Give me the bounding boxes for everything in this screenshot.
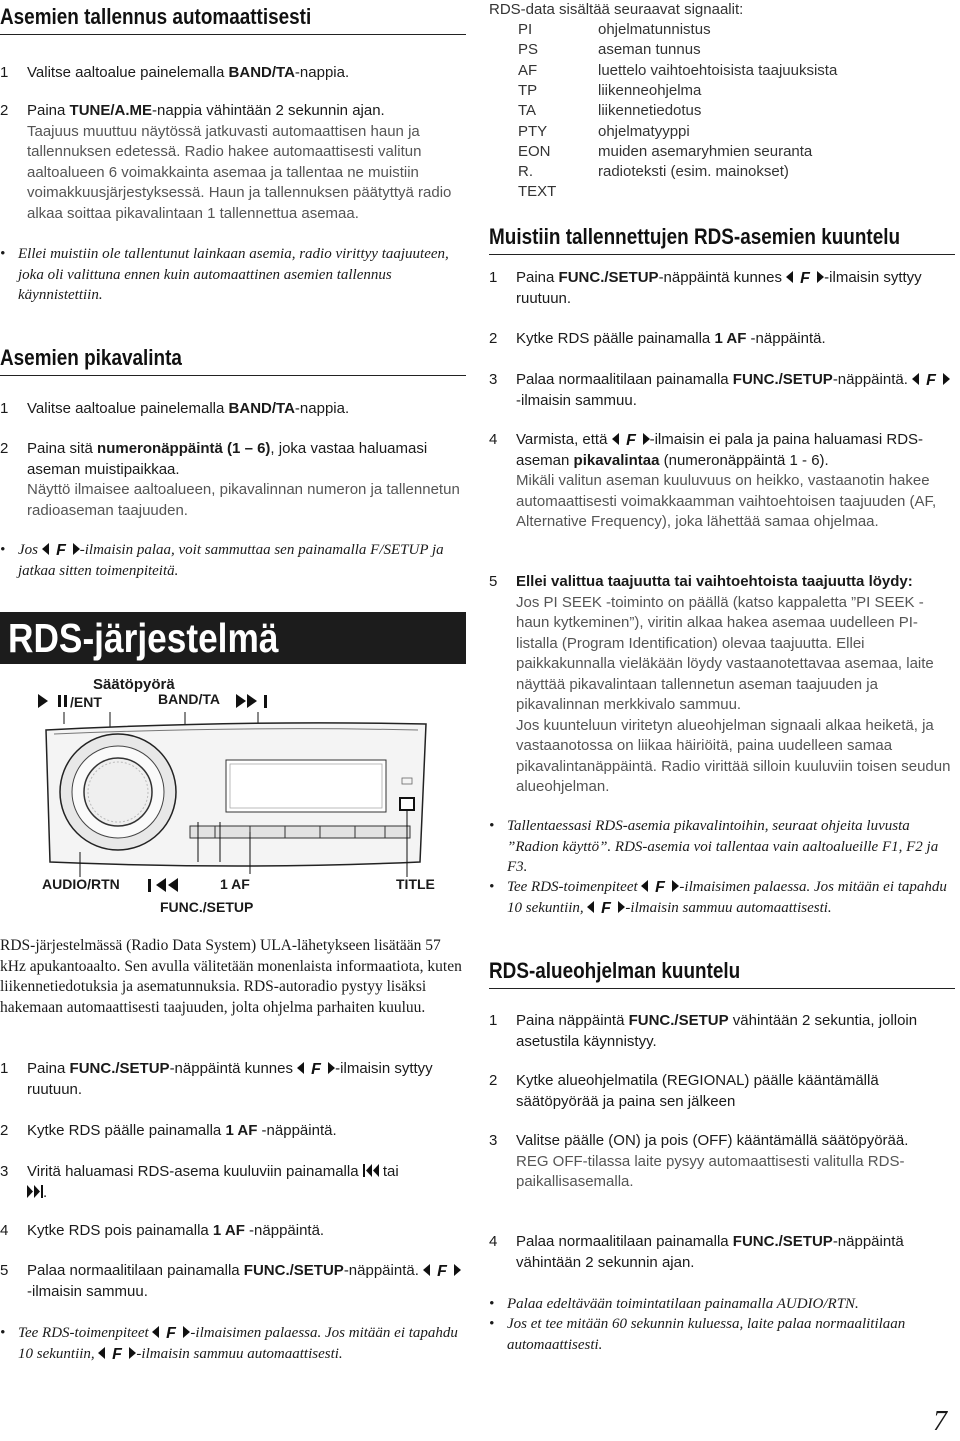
step-number: 2 [0,102,9,119]
step-text: -näppäintä. [832,371,913,388]
step-bold: FUNC./SETUP [628,1012,729,1029]
rds-system-title: RDS-järjestelmä [8,615,279,661]
rds-signals-intro: RDS-data sisältää seuraavat signaalit: [489,1,744,18]
radio-front-panel-figure [0,672,466,920]
step-detail: Taajuus muuttuu näytössä jatkuvasti automaattisen haun ja tallennuksen edetessä. Radio hakee automaattisesti valitun aaltoalueen 6 voimakkainta asemaa ja tallentaa ne muistiin voimakkuusjärjestyksessä. Haun ja tallennuksen päätyttyä radio alkaa soittaa pikavalintaan 1 tallennettua asemaa. [27,122,452,222]
step-bold: FUNC./SETUP [558,269,659,286]
step-text: Varmista, että [516,431,612,448]
label-audio-rtn: AUDIO/RTN [42,876,120,892]
step-number: 4 [0,1222,9,1239]
step-text: Valitse aaltoalue painelemalla [27,64,229,81]
step-text: Kytke RDS pois painamalla [27,1222,213,1239]
step-detail: Jos PI SEEK -toiminto on päällä (katso kappaletta ”PI SEEK -haun kytkeminen”), viritin alkaa hakea asemaa uudelleen PI-listalla (Program Identification) olevaa taajuutta. Ellei paikkakunnalla vieläkään löydy vastaanotettavaa asemaa, laite näyttää pikavalintaan tallennetun aseman taajuuden ja pikavalinnan merkkivalo sammuu. [516,593,934,713]
af-indicator-icon [98,1345,136,1361]
step-text: Palaa normaalitilaan painamalla [27,1262,244,1279]
step-text: -ilmaisin syttyy ruutuun. [516,269,922,307]
step-text: Kytke alueohjelmatila (REGIONAL) päälle kääntämällä säätöpyörää ja paina sen jälkeen [516,1072,879,1110]
af-indicator-icon [42,541,80,557]
note-text: Palaa edeltävään toimintatilaan painamalla AUDIO/RTN. [507,1296,859,1312]
section-title-auto-store: Asemien tallennus automaattisesti [0,4,312,29]
step-bold: BAND/TA [228,64,295,81]
step-text: -näppäintä. [343,1262,424,1279]
signal-desc: liikennetiedotus [598,102,702,120]
step-bold: numeronäppäintä (1 – 6) [97,440,271,457]
step-detail: Näyttö ilmaisee aaltoalueen, pikavalinnan numeron ja tallennetun radioaseman taajuuden. [27,481,460,519]
label-1-af: 1 AF [220,876,250,892]
step-text: -näppäintä. [257,1122,337,1139]
signal-code: AF [518,61,538,79]
step-number: 2 [0,1122,9,1139]
step-text: -ilmaisin ei pala ja paina haluamasi RDS-aseman [516,431,924,469]
next-track-icon [27,1185,43,1198]
step-number: 1 [0,64,9,81]
section-title-stored-rds: Muistiin tallennettujen RDS-asemien kuuntelu [489,224,901,249]
bullet: • [0,542,6,558]
step-number: 4 [489,431,498,448]
note-text: Tee RDS-toimenpiteet [18,1325,153,1341]
step-number: 5 [0,1262,9,1279]
signal-code: TA [518,102,537,120]
step-text: Valitse päälle (ON) ja pois (OFF) kääntämällä säätöpyörää. [516,1132,909,1149]
note-text: -ilmaisin sammuu automaattisesti. [136,1345,343,1362]
af-indicator-icon [912,371,950,387]
step-text: -nappia vähintään 2 sekunnin ajan. [152,102,385,119]
step-text: Kytke RDS päälle painamalla [516,330,715,347]
prev-track-icon [363,1164,379,1177]
signal-desc: luettelo vaihtoehtoisista taajuuksista [598,61,838,79]
section-title-preset: Asemien pikavalinta [0,345,182,370]
step-text: Viritä haluamasi RDS-asema kuuluviin painamalla [27,1163,363,1180]
step-text: Kytke RDS päälle painamalla [27,1122,226,1139]
step-number: 5 [489,573,498,590]
step-bold: FUNC./SETUP [243,1262,344,1279]
section-regional-header [489,958,955,989]
af-indicator-icon [786,269,824,285]
signal-code: PTY [518,122,548,140]
step-text: Valitse aaltoalue painelemalla [27,400,229,417]
bullet: • [489,879,495,895]
step-detail: REG OFF-tilassa laite pysyy automaattisesti valitulla RDS-paikallisasemalla. [516,1152,905,1190]
step-number: 4 [489,1233,498,1250]
step-text: -näppäintä kunnes [169,1060,298,1077]
signal-desc: muiden asemaryhmien seuranta [598,142,813,160]
note-text: Tallentaessasi RDS-asemia pikavalintoihin, seuraat ohjeita luvusta ”Radion käyttö”. RDS-asemia voi tallentaa vain aaltoalueille F1, F2 ja F3. [507,818,939,875]
step-text: -ilmaisin sammuu. [516,391,637,409]
step-text: -näppäintä. [244,1222,325,1239]
note-text: -ilmaisin palaa, voit sammuttaa sen painamalla F/SETUP ja jatkaa sitten toimenpiteitä. [18,542,444,579]
step-number: 1 [489,269,498,286]
label-band-ta: BAND/TA [158,691,220,707]
af-indicator-icon [612,431,650,447]
signal-desc: radioteksti (esim. mainokset) [598,163,789,181]
label-volume-knob: Säätöpyörä [93,676,175,693]
step-text: Palaa normaalitilaan painamalla [516,371,733,388]
step-bold: BAND/TA [228,400,295,417]
note-text: Tee RDS-toimenpiteet [507,879,642,895]
note-text: Ellei muistiin ole tallentunut lainkaan asemia, radio virittyy taajuuteen, joka oli valittuna ennen kuin automaattinen asemien tallennus käynnistettiin. [18,246,449,303]
note-text: -ilmaisimen palaessa. Jos mitään ei tapahdu 10 sekuntiin, [18,1325,458,1362]
step-text: -näppäintä. [746,330,826,347]
step-number: 1 [0,400,9,417]
af-indicator-icon [152,1324,190,1340]
signal-desc: ohjelmatunnistus [598,21,711,38]
prev-track-icon [148,878,180,892]
label-title: TITLE [396,876,435,892]
step-number: 3 [489,371,498,388]
page-number: 7 [933,1406,947,1437]
step-bold: pikavalintaa [573,451,660,469]
step-text: -näppäintä kunnes [658,269,787,286]
step-text: -nappia. [294,400,350,417]
step-bold: 1 AF [714,330,747,347]
step-number: 3 [0,1163,9,1180]
section-title-regional: RDS-alueohjelman kuuntelu [489,958,741,983]
step-number: 1 [489,1012,498,1029]
rds-intro-paragraph: RDS-järjestelmässä (Radio Data System) ULA-lähetykseen lisätään 57 kHz apukantoaalto. Sen avulla välitetään monenlaista informaatiota, kuten liikennetiedotuksia ja asematunnuksia. RDS-autoradio pystyy lisäksi hakemaan automaattisesti taajuuden, jolta ohjelma parhaiten kuuluu. [0,937,462,1016]
step-bold: FUNC./SETUP [732,1233,833,1250]
signal-code: TP [518,81,538,99]
step-detail: Mikäli valitun aseman kuuluvuus on heikko, vastaanotin hakee automaattisesti voimakkaamman vaihtoehtoisen taajuuden (AF, Alternative Frequency), joka lähettää samaa ohjelmaa. [516,472,937,530]
play-pause-icon [38,694,68,708]
step-text: Palaa normaalitilaan painamalla [516,1233,733,1250]
bullet: • [489,1296,495,1312]
note-text: -ilmaisin sammuu automaattisesti. [625,899,832,916]
step-detail: Jos kuunteluun viritetyn alueohjelman signaali alkaa heiketä, ja vastaanotossa on liikaa häiriöitä, paina uudelleen samaa pikavalintanäppäintä. Radio virittää silloin kuuluviin toisen seudun alueohjelman. [516,716,951,795]
step-number: 2 [0,440,9,457]
step-number: 2 [489,1072,498,1089]
note-text: Jos et tee mitään 60 sekunnin kuluessa, laite palaa normaalitilaan automaattisesti. [507,1316,906,1353]
step-bold: 1 AF [212,1222,245,1239]
signal-code: PS [518,41,539,59]
signal-code: PI [518,21,533,38]
bullet: • [0,1325,6,1341]
step-text: -ilmaisin sammuu. [27,1282,148,1300]
step-bold: Ellei valittua taajuutta tai vaihtoehtoista taajuutta löydy: [516,573,913,590]
section-auto-store-header [0,4,466,35]
step-bold: TUNE/A.ME [69,102,153,119]
label-func-setup: FUNC./SETUP [160,899,254,915]
radio-panel-drawing [40,712,470,882]
section-preset-header [0,345,466,376]
signal-desc: liikenneohjelma [598,81,702,99]
bullet: • [489,818,495,834]
step-text: vähintään 2 sekuntia, jolloin asetustila käynnistyy. [516,1012,918,1050]
note-text: -ilmaisimen palaessa. Jos mitään ei tapahdu 10 sekuntiin, [507,879,947,916]
step-text: Paina [516,269,559,286]
step-bold: FUNC./SETUP [69,1060,170,1077]
next-track-icon [236,694,270,708]
step-text: -nappia. [294,64,350,81]
step-bold: 1 AF [225,1122,258,1139]
step-text: tai [378,1163,399,1180]
af-indicator-icon [587,899,625,915]
step-text: Paina [27,102,70,119]
signal-desc: aseman tunnus [598,41,701,59]
signal-desc: ohjelmatyyppi [598,122,690,140]
signal-code: EON [518,142,551,160]
step-text: Paina näppäintä [516,1012,629,1029]
step-number: 3 [489,1132,498,1149]
step-text: -näppäintä vähintään 2 sekunnin ajan. [516,1233,904,1271]
bullet: • [489,1316,495,1332]
step-text: -ilmaisin syttyy ruutuun. [27,1060,433,1098]
bullet: • [0,246,6,262]
af-indicator-icon [423,1262,461,1278]
rds-system-banner [0,612,466,664]
step-bold: FUNC./SETUP [732,371,833,388]
step-text: Paina sitä [27,440,98,457]
step-text: Paina [27,1060,70,1077]
note-text: Jos [18,542,42,558]
signal-code: R. TEXT [518,163,557,201]
step-text: , joka vastaa haluamasi aseman muistipaikkaa. [27,440,428,478]
af-indicator-icon [641,878,679,894]
step-text: (numeronäppäintä 1 - 6). [659,451,829,469]
step-number: 1 [0,1060,9,1077]
label-play-ent: /ENT [70,694,102,710]
section-stored-rds-header [489,224,955,255]
step-number: 2 [489,330,498,347]
af-indicator-icon [297,1060,335,1076]
